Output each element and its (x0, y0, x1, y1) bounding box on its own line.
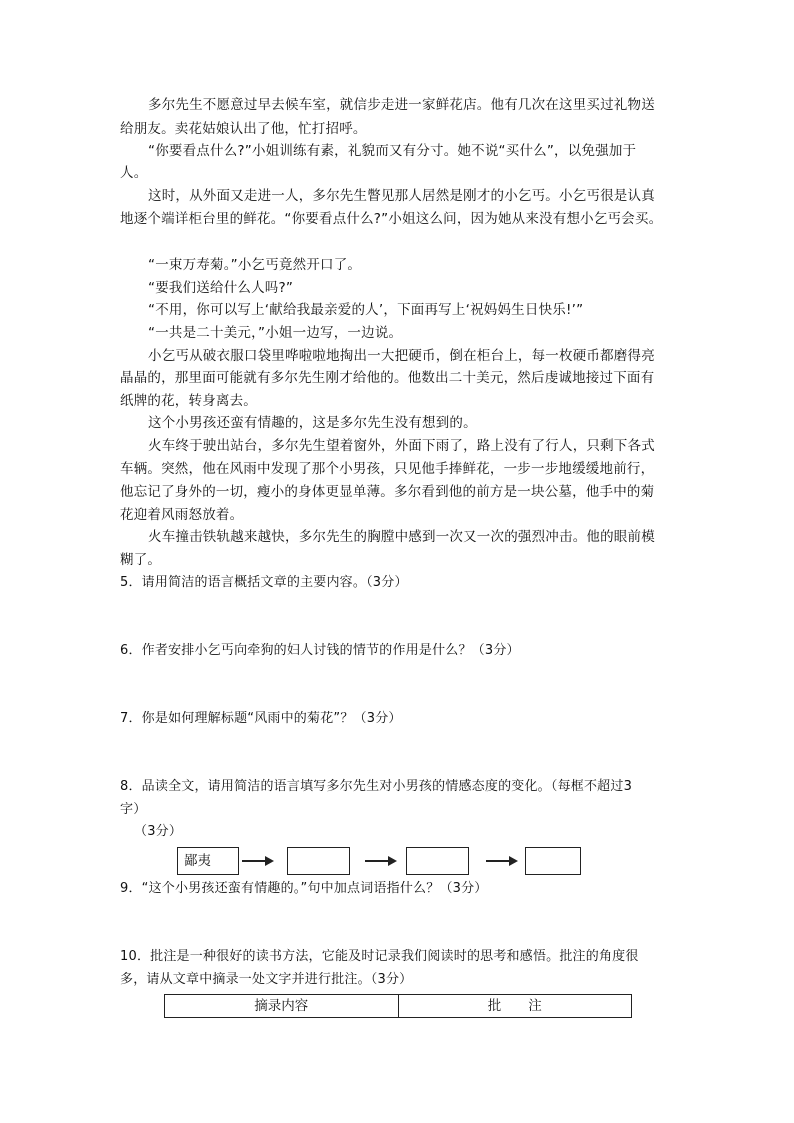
passage-line: “一束万寿菊。”小乞丐竟然开口了。 (148, 257, 362, 273)
question-9: 9．“这个小男孩还蛮有情趣的。”句中加点词语指什么？（3分） (120, 881, 488, 896)
emotion-box-2[interactable] (287, 847, 350, 875)
passage-line: “不用，你可以写上‘献给我最亲爱的人’，下面再写上‘祝妈妈生日快乐!’” (148, 302, 584, 318)
arrow-right-icon (486, 856, 518, 866)
passage-line: 这时，从外面又走进一人，多尔先生瞥见那人居然是刚才的小乞丐。小乞丐很是认真 (148, 188, 655, 204)
emotion-box-1: 鄙夷 (177, 847, 239, 875)
annotation-table (164, 994, 632, 1018)
passage-line: 这个小男孩还蛮有情趣的，这是多尔先生没有想到的。 (148, 415, 477, 431)
passage-line: “你要看点什么?”小姐训练有素，礼貌而又有分寸。她不说“买什么”，以免强加于 (148, 143, 637, 159)
passage-line: 糊了。 (120, 552, 162, 568)
arrow-right-icon (365, 856, 397, 866)
passage-line: 人。 (120, 165, 148, 181)
question-10: 10．批注是一种很好的读书方法，它能及时记录我们阅读时的思考和感悟。批注的角度很 (120, 949, 639, 964)
table-row (165, 995, 632, 1018)
passage-line: 地逐个端详柜台里的鲜花。“你要看点什么?”小姐这么问，因为她从来没有想小乞丐会买。 (120, 211, 663, 227)
table-header-excerpt: 摘录内容 (165, 995, 399, 1018)
table-header-annotation: 批 注 (398, 995, 632, 1018)
question-10-cont: 多，请从文章中摘录一处文字并进行批注。（3分） (120, 972, 413, 987)
passage-line: “一共是二十美元，”小姐一边写，一边说。 (148, 325, 403, 341)
question-8-cont: 字） (120, 802, 147, 817)
passage-line: 他忘记了身外的一切，瘦小的身体更显单薄。多尔看到他的前方是一块公墓，他手中的菊 (120, 484, 655, 500)
passage-line: 火车终于驶出站台，多尔先生望着窗外，外面下雨了，路上没有了行人，只剩下各式 (148, 438, 655, 454)
passage-line: 花迎着风雨怒放着。 (120, 507, 244, 523)
passage-line: 给朋友。卖花姑娘认出了他，忙打招呼。 (120, 121, 367, 137)
passage-line: “要我们送给什么人吗?” (148, 280, 294, 296)
question-8-score: （3分） (134, 824, 183, 839)
passage-line: 小乞丐从破衣服口袋里哗啦啦地掏出一大把硬币，倒在柜台上，每一枚硬币都磨得亮 (148, 348, 655, 364)
emotion-box-3[interactable] (406, 847, 469, 875)
question-5: 5．请用简洁的语言概括文章的主要内容。（3分） (120, 575, 408, 590)
passage-line: 车辆。突然，他在风雨中发现了那个小男孩，只见他手捧鲜花，一步一步地缓缓地前行， (120, 461, 655, 477)
question-7: 7．你是如何理解标题“风雨中的菊花”？（3分） (120, 711, 402, 726)
passage-line: 纸牌的花，转身离去。 (120, 393, 257, 409)
passage-line: 火车撞击铁轨越来越快，多尔先生的胸膛中感到一次又一次的强烈冲击。他的眼前模 (148, 529, 655, 545)
arrow-right-icon (242, 856, 274, 866)
question-8: 8．品读全文，请用简洁的语言填写多尔先生对小男孩的情感态度的变化。（每框不超过3 (120, 779, 633, 794)
passage-line: 晶晶的，那里面可能就有多尔先生刚才给他的。他数出二十美元，然后虔诚地接过下面有 (120, 370, 655, 386)
emotion-box-4[interactable] (525, 847, 581, 875)
passage-line: 多尔先生不愿意过早去候车室，就信步走进一家鲜花店。他有几次在这里买过礼物送 (148, 97, 655, 113)
question-6: 6．作者安排小乞丐向牵狗的妇人讨钱的情节的作用是什么？（3分） (120, 643, 520, 658)
